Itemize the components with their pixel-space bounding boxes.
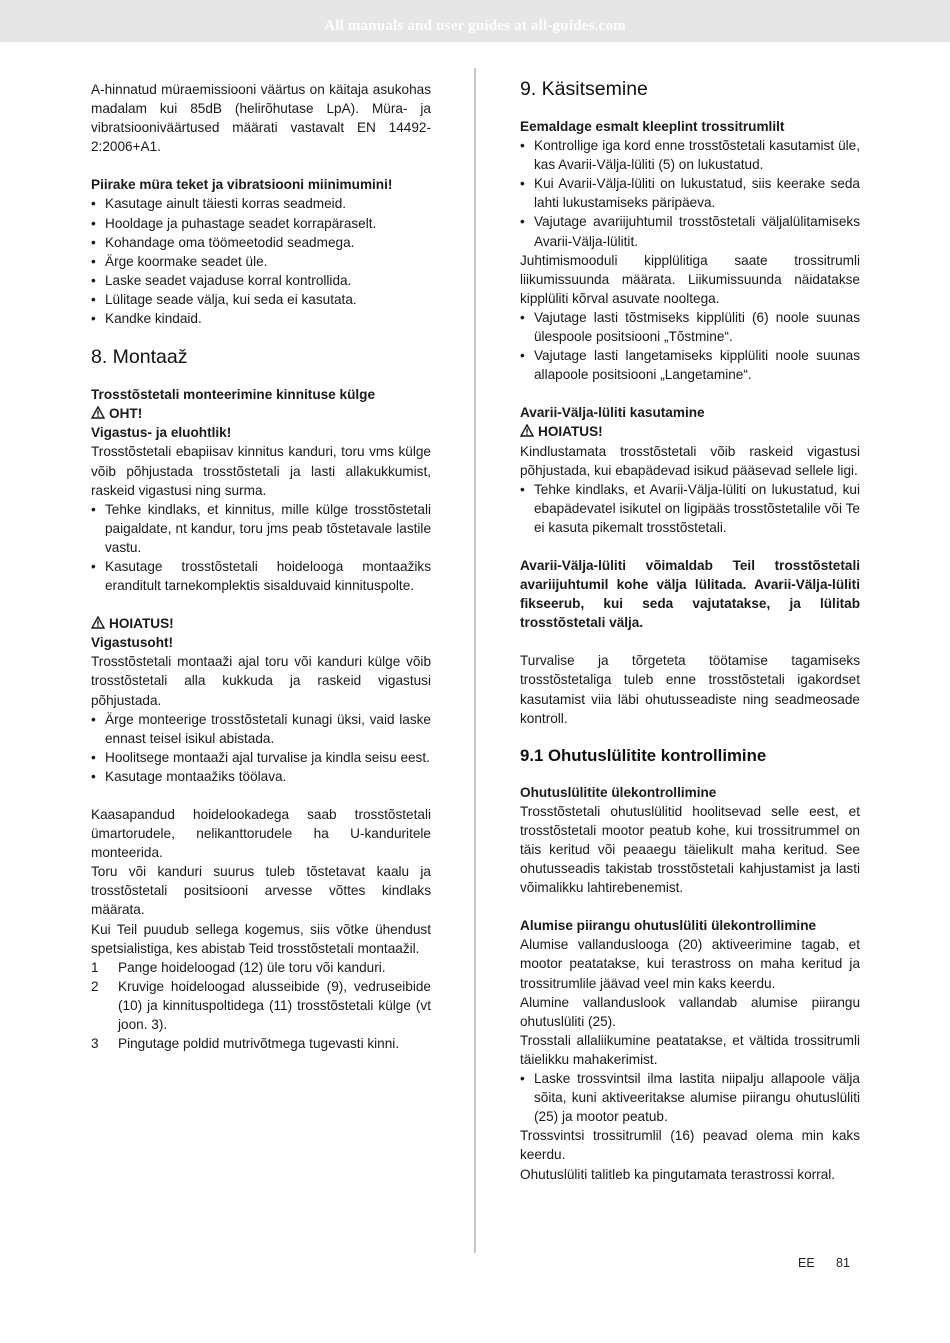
step-item: 3 Pingutage poldid mutrivõtmega tugevasti kinni. [91,1036,400,1052]
footer-language: EE [798,1256,815,1270]
list-item: • Vajutage lasti langetamiseks kipplüliti noole suunas allapoole positsiooni „Langetamine“. [520,348,860,383]
warning-list [91,710,431,786]
emergency-list [520,480,860,537]
warning-triangle-icon [91,406,105,419]
section-9-1-title: 9.1 Ohutuslülitite kontrollimine [520,745,767,765]
list-item: • Kasutage montaažiks töölava. [91,768,287,784]
list-item: • Kui Avarii-Välja-lüliti on lukustatud, siis keerake seda lahti lukustamiseks päripäeva. [520,176,860,211]
lower-text-3: Trosstali allaliikumine peatatakse, et vältida trossitrumli täielikku mahakerimist. [520,1032,860,1067]
right-column [520,80,860,1184]
step-item: 1 Pange hoideloogad (12) üle toru või kanduri. [91,959,386,975]
remove-list [520,136,860,251]
lower-text-2: Alumine vallanduslook vallandab alumise piirangu ohutuslüliti (25). [520,994,860,1029]
list-item: • Kandke kindaid. [91,311,202,327]
lower-text-4: Trossvintsi trossitrumlil (16) peavad olema min kaks keerdu. [520,1128,860,1163]
list-item: • Hooldage ja puhastage seadet korrapäraselt. [91,215,377,231]
control-text: Juhtimismooduli kipplülitiga saate trossitrumli liikumissuunda määrata. Liikumissuunda näidatakse kipplüliti kõrval asuvate nooltega. [520,252,860,306]
list-item: • Kohandage oma töömeetodid seadmega. [91,234,355,250]
warning-text: Trosstõstetali montaaži ajal toru või kanduri külge võib trosstõstetali alla kukkuda ja raskeid vigastusi põhjustada. [91,654,431,708]
warning-triangle-icon [91,616,105,629]
left-column [91,80,431,1053]
lower-list [520,1069,860,1126]
list-item: • Lülitage seade välja, kui seda ei kasutata. [91,291,357,307]
remove-heading: Eemaldage esmalt kleeplint trossitrumlilt [520,119,785,134]
danger-text: Trosstõstetali ebapiisav kinnitus kanduri, toru vms külge võib põhjustada trosstõstetali ja lasti allakukkumist, raskeid vigastusi ning surma. [91,444,431,498]
danger-label: OHT! [109,406,143,422]
list-item: • Laske seadet vajaduse korral kontrollida. [91,272,352,288]
list-item: • Laske trossvintsil ilma lastita niipalju allapoole välja sõita, kuni aktiveeritakse alumise piirangu ohutuslüliti (25) ja mootor peatub. [520,1071,860,1125]
mount-paragraph-3: Kui Teil puudub sellega kogemus, siis võtke ühendust spetsialistiga, kes abistab Teid trosstõstetali montaažil. [91,921,431,956]
check-text: Trosstõstetali ohutuslülitid hoolitsevad selle eest, et trosstõstetali mootor peatub kohe, kui trossitrummel on täis keritud või peaaegu täielikult maha keritud. See ohutusseadis takistab trosstõstetali kahjustamist ja lasti võimalikku lahtirebenemist. [520,803,860,896]
list-item: • Vajutage avariijuhtumil trosstõstetali väljalülitamiseks Avarii-Välja-lülitit. [520,214,860,249]
step-item: 2 Kruvige hoideloogad alusseibide (9), vedruseibide (10) ja kinnituspoltidega (11) trosstõstetali külge (vt joon. 3). [91,978,431,1033]
check-heading: Ohutuslülitite ülekontrollimine [520,784,717,800]
emergency-bold-text: Avarii-Välja-lüliti võimaldab Teil trosstõstetali avariijuhtumil kohe välja lülitada. Avarii-Välja-lüliti fikseerub, kui seda vajutatakse, ja lülitab trosstõstetali välja. [520,557,860,631]
list-item: • Tehke kindlaks, et kinnitus, mille külge trosstõstetali paigaldate, nt kandur, toru jms peab tõstetavale lastile vastu. [91,501,431,555]
control-list [520,308,860,384]
warning-label-line [91,614,431,633]
mount-paragraph-1: Kaasapandud hoidelookadega saab trosstõstetali ümartorudele, nelikanttorudele ha U-kanduritele monteerida. [91,807,431,861]
list-item: • Kasutage trosstõstetali hoidelooga montaažiks eranditult tarnekomplektis sisalduvaid kinnituspolte. [91,558,431,594]
intro-text: A-hinnatud müraemissiooni väärtus on käitaja asukohas madalam kui 85dB (helirõhutase LpA). Müra- ja vibratsiooniväärtused määrati vastavalt EN 14492-2:2006+A1. [91,82,431,155]
list-item: • Hoolitsege montaaži ajal turvalise ja kindla seisu eest. [91,749,430,765]
lower-text-1: Alumise vallanduslooga (20) aktiveerimine tagab, et mootor peatatakse, kui terastross on maha keritud ja trossitrumlile jäävad veel min kaks keerdu. [520,937,860,991]
mount-paragraph-2: Toru või kanduri suurus tuleb tõstetavat kaalu ja trosstõstetali positsiooni arvesse võttes kindlaks määrata. [91,864,431,918]
safety-text: Turvalise ja tõrgeteta töötamise tagamiseks trosstõstetaliga tuleb enne trosstõstetali igakordset kasutamist viia läbi ohutusseadiste ning seadmeosade kontroll. [520,653,860,726]
emergency-text: Kindlustamata trosstõstetali võib raskeid vigastusi põhjustada, kui ebapädevad isikud pääsevad sellele ligi. [520,443,860,478]
list-item: • Ärge koormake seadet üle. [91,253,268,269]
banner-text: All manuals and user guides at all-guides.com [324,18,626,34]
list-item: • Vajutage lasti tõstmiseks kipplüliti (6) noole suunas ülespoole positsiooni „Tõstmine“. [520,309,860,345]
top-banner [0,0,950,42]
section-9-title: 9. Käsitsemine [520,78,648,100]
mount-steps [91,958,431,1053]
list-item: • Kasutage ainult täiesti korras seadmeid. [91,196,347,212]
list-item: • Kontrollige iga kord enne trosstõstetali kasutamist üle, kas Avarii-Välja-lüliti (5) on lukustatud. [520,138,860,173]
emergency-warning-label: HOIATUS! [538,424,603,440]
warning-label: HOIATUS! [109,616,174,632]
emergency-warning-line [520,422,860,441]
column-divider [474,68,476,1253]
danger-subheading: Vigastus- ja eluohtlik! [91,425,232,441]
section-8-title: 8. Montaaž [91,346,188,369]
warning-triangle-icon [520,424,534,437]
danger-list [91,500,431,595]
danger-label-line [91,404,431,423]
list-item: • Ärge monteerige trosstõstetali kunagi üksi, vaid laske ennast teisel isikul abistada. [91,711,431,746]
emergency-heading: Avarii-Välja-lüliti kasutamine [520,405,705,421]
lower-text-5: Ohutuslüliti talitleb ka pingutamata terastrossi korral. [520,1166,836,1182]
mount-heading: Trosstõstetali monteerimine kinnituse külge [91,387,376,403]
page-number: 81 [836,1256,850,1270]
noise-heading: Piirake müra teket ja vibratsiooni miinimumini! [91,177,393,193]
warning-subheading: Vigastusoht! [91,635,174,651]
lower-heading: Alumise piirangu ohutuslüliti ülekontrollimine [520,918,817,934]
noise-list [91,194,431,328]
list-item: • Tehke kindlaks, et Avarii-Välja-lüliti on lukustatud, kui ebapädevatel isikutel on ligipääs trosstõstetalile või Te ei kasuta pikemalt trosstõstetali. [520,481,860,535]
